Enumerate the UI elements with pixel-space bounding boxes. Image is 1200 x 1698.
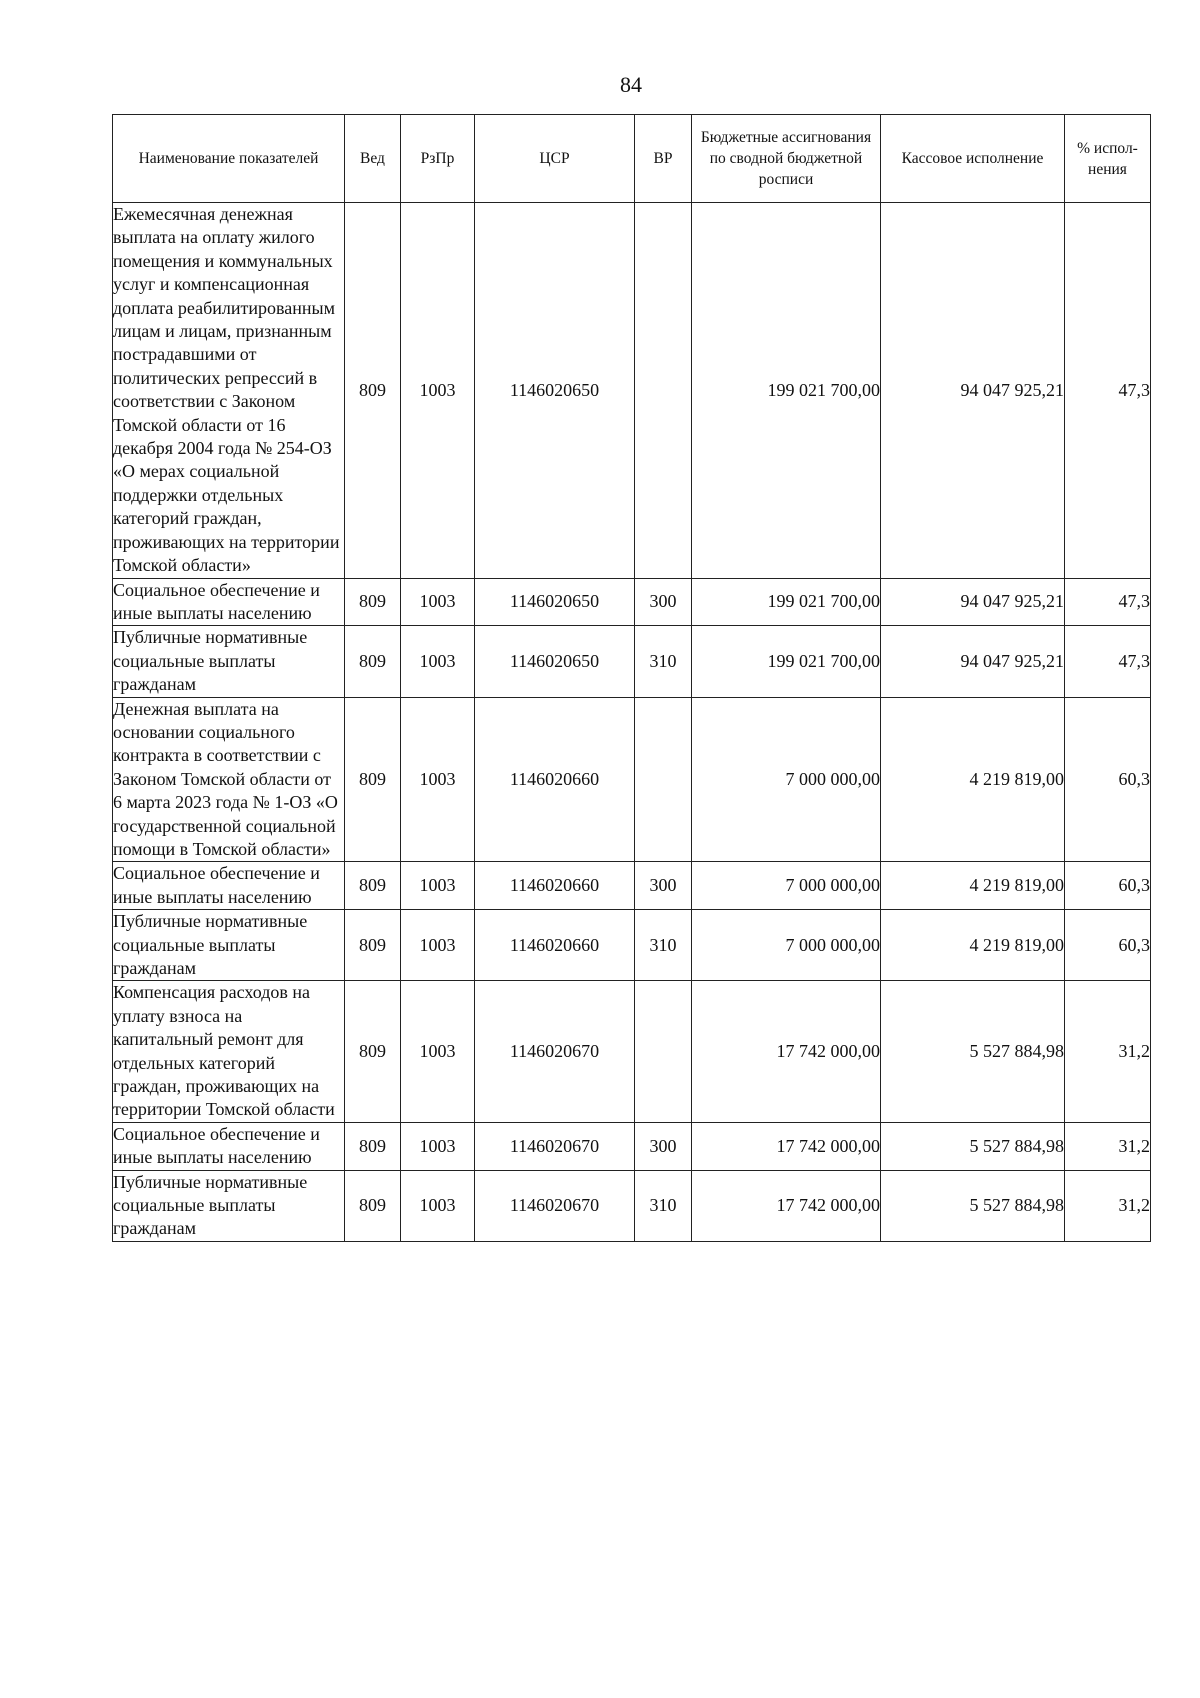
row-name: Публичные нормативные социальные выплаты гражданам: [113, 626, 345, 697]
row-budget: 17 742 000,00: [692, 1170, 881, 1241]
row-csr: 1146020650: [475, 203, 635, 579]
row-rzpr: 1003: [401, 626, 475, 697]
table-row: [113, 981, 1151, 1122]
header-vr: ВР: [635, 115, 692, 203]
header-csr: ЦСР: [475, 115, 635, 203]
row-percent: 60,3: [1065, 697, 1151, 862]
row-percent: 60,3: [1065, 910, 1151, 981]
row-budget: 7 000 000,00: [692, 862, 881, 910]
row-rzpr: 1003: [401, 203, 475, 579]
row-vr: 300: [635, 578, 692, 626]
row-name: Социальное обеспечение и иные выплаты населению: [113, 1122, 345, 1170]
table-row: [113, 862, 1151, 910]
row-rzpr: 1003: [401, 578, 475, 626]
row-cash: 4 219 819,00: [881, 697, 1065, 862]
table-row: [113, 697, 1151, 862]
row-percent: 47,3: [1065, 578, 1151, 626]
row-cash: 5 527 884,98: [881, 981, 1065, 1122]
row-percent: 31,2: [1065, 1122, 1151, 1170]
row-csr: 1146020660: [475, 697, 635, 862]
row-budget: 199 021 700,00: [692, 578, 881, 626]
row-csr: 1146020650: [475, 626, 635, 697]
row-budget: 199 021 700,00: [692, 203, 881, 579]
row-percent: 47,3: [1065, 626, 1151, 697]
row-name: Социальное обеспечение и иные выплаты населению: [113, 578, 345, 626]
table-row: [113, 578, 1151, 626]
row-vr: 310: [635, 1170, 692, 1241]
row-budget: 7 000 000,00: [692, 697, 881, 862]
row-vr: 310: [635, 910, 692, 981]
row-ved: 809: [345, 626, 401, 697]
row-rzpr: 1003: [401, 697, 475, 862]
row-cash: 94 047 925,21: [881, 578, 1065, 626]
row-rzpr: 1003: [401, 910, 475, 981]
row-ved: 809: [345, 1122, 401, 1170]
header-ved: Вед: [345, 115, 401, 203]
row-ved: 809: [345, 862, 401, 910]
row-csr: 1146020660: [475, 910, 635, 981]
row-budget: 199 021 700,00: [692, 626, 881, 697]
row-percent: 31,2: [1065, 1170, 1151, 1241]
row-rzpr: 1003: [401, 862, 475, 910]
row-name: Компенсация расходов на уплату взноса на капитальный ремонт для отдельных категорий граждан, проживающих на территории Томской области: [113, 981, 345, 1122]
row-cash: 4 219 819,00: [881, 910, 1065, 981]
row-name: Публичные нормативные социальные выплаты гражданам: [113, 910, 345, 981]
row-vr: 300: [635, 1122, 692, 1170]
header-rzpr: РзПр: [401, 115, 475, 203]
row-ved: 809: [345, 697, 401, 862]
table-row: [113, 1122, 1151, 1170]
row-ved: 809: [345, 910, 401, 981]
header-row: [113, 115, 1151, 203]
row-vr: [635, 203, 692, 579]
row-rzpr: 1003: [401, 1170, 475, 1241]
row-name: Публичные нормативные социальные выплаты гражданам: [113, 1170, 345, 1241]
header-budget: Бюджетные ассигнования по сводной бюджетной росписи: [692, 115, 881, 203]
row-vr: [635, 981, 692, 1122]
row-ved: 809: [345, 1170, 401, 1241]
row-budget: 7 000 000,00: [692, 910, 881, 981]
row-vr: [635, 697, 692, 862]
header-percent: % испол-нения: [1065, 115, 1151, 203]
row-csr: 1146020650: [475, 578, 635, 626]
row-csr: 1146020670: [475, 1170, 635, 1241]
table-row: [113, 910, 1151, 981]
table-row: [113, 1170, 1151, 1241]
row-name: Денежная выплата на основании социального контракта в соответствии с Законом Томской области от 6 марта 2023 года № 1-ОЗ «О государственной социальной помощи в Томской области»: [113, 697, 345, 862]
row-vr: 310: [635, 626, 692, 697]
page-number: 84: [620, 72, 642, 97]
row-budget: 17 742 000,00: [692, 981, 881, 1122]
row-csr: 1146020660: [475, 862, 635, 910]
row-name: Социальное обеспечение и иные выплаты населению: [113, 862, 345, 910]
row-cash: 5 527 884,98: [881, 1170, 1065, 1241]
table-row: [113, 626, 1151, 697]
row-name: Ежемесячная денежная выплата на оплату жилого помещения и коммунальных услуг и компенсационная доплата реабилитированным лицам и лицам, признанным пострадавшими от политических репрессий в соответствии с Законом Томской области от 16 декабря 2004 года № 254-ОЗ «О мерах социальной поддержки отдельных категорий граждан, проживающих на территории Томской области»: [113, 203, 345, 579]
row-vr: 300: [635, 862, 692, 910]
row-budget: 17 742 000,00: [692, 1122, 881, 1170]
row-ved: 809: [345, 981, 401, 1122]
row-cash: 94 047 925,21: [881, 203, 1065, 579]
row-rzpr: 1003: [401, 981, 475, 1122]
row-cash: 4 219 819,00: [881, 862, 1065, 910]
table-row: [113, 203, 1151, 579]
budget-execution-table: [112, 114, 1151, 1242]
row-cash: 94 047 925,21: [881, 626, 1065, 697]
row-cash: 5 527 884,98: [881, 1122, 1065, 1170]
row-ved: 809: [345, 578, 401, 626]
row-ved: 809: [345, 203, 401, 579]
row-percent: 31,2: [1065, 981, 1151, 1122]
row-rzpr: 1003: [401, 1122, 475, 1170]
header-cash: Кассовое исполнение: [881, 115, 1065, 203]
header-name: Наименование показателей: [113, 115, 345, 203]
row-csr: 1146020670: [475, 981, 635, 1122]
row-csr: 1146020670: [475, 1122, 635, 1170]
row-percent: 47,3: [1065, 203, 1151, 579]
row-percent: 60,3: [1065, 862, 1151, 910]
